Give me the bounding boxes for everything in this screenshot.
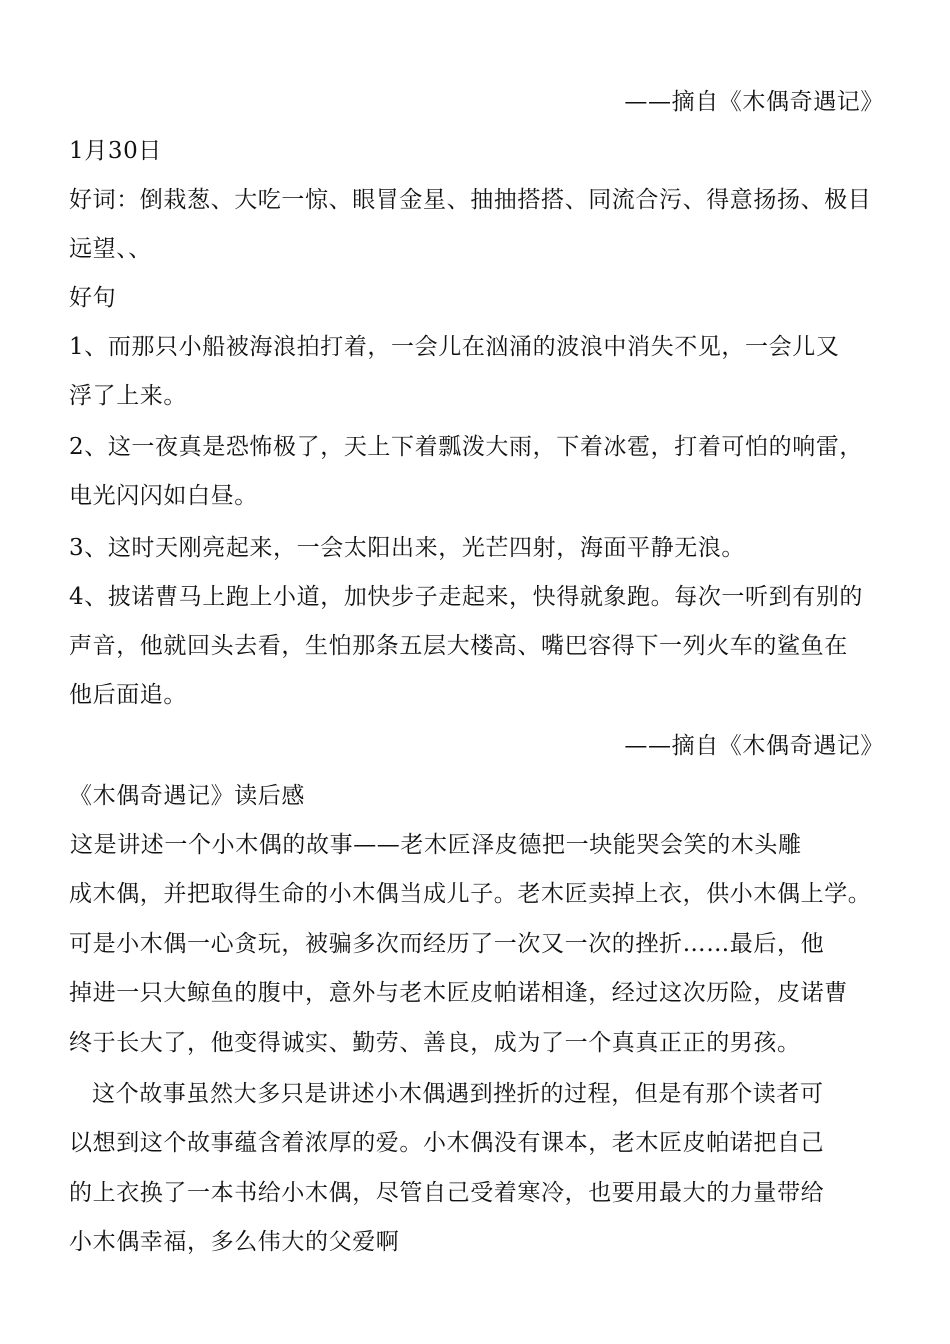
review-paragraph-2-line-4: 小木偶幸福，多么伟大的父爱啊 <box>69 1229 400 1255</box>
source-attribution-top: ——摘自《木偶奇遇记》 <box>624 89 884 115</box>
sentence-1-line-2: 浮了上来。 <box>69 383 187 409</box>
good-words-line-1: 好词：倒栽葱、大吃一惊、眼冒金星、抽抽搭搭、同流合污、得意扬扬、极目 <box>69 187 872 213</box>
sentence-2-line-2: 电光闪闪如白昼。 <box>69 483 258 509</box>
review-paragraph-1-line-4: 掉进一只大鲸鱼的腹中，意外与老木匠皮帕诺相逢，经过这次历险，皮诺曹 <box>69 980 848 1006</box>
sentence-4-line-1: 4、披诺曹马上跑上小道，加快步子走起来，快得就象跑。每次一听到有别的 <box>69 584 864 610</box>
sentence-2-line-1: 2、这一夜真是恐怖极了，天上下着瓢泼大雨，下着冰雹，打着可怕的响雷， <box>69 434 864 460</box>
review-paragraph-1-line-2: 成木偶，并把取得生命的小木偶当成儿子。老木匠卖掉上衣，供小木偶上学。 <box>69 881 872 907</box>
review-paragraph-1-line-3: 可是小木偶一心贪玩，被骗多次而经历了一次又一次的挫折……最后，他 <box>69 931 825 957</box>
review-paragraph-1-line-1: 这是讲述一个小木偶的故事——老木匠泽皮德把一块能哭会笑的木头雕 <box>70 832 802 858</box>
sentence-1-line-1: 1、而那只小船被海浪拍打着，一会儿在汹涌的波浪中消失不见，一会儿又 <box>69 334 840 360</box>
source-attribution-bottom: ——摘自《木偶奇遇记》 <box>624 733 884 759</box>
review-paragraph-2-line-1: 这个故事虽然大多只是讲述小木偶遇到挫折的过程，但是有那个读者可 <box>92 1081 824 1107</box>
review-title: 《木偶奇遇记》读后感 <box>69 783 305 809</box>
review-paragraph-2-line-2: 以想到这个故事蕴含着浓厚的爱。小木偶没有课本，老木匠皮帕诺把自己 <box>69 1130 825 1156</box>
sentence-3-line-1: 3、这时天刚亮起来，一会太阳出来，光芒四射，海面平静无浪。 <box>69 535 746 561</box>
review-paragraph-1-line-5: 终于长大了，他变得诚实、勤劳、善良，成为了一个真真正正的男孩。 <box>69 1030 801 1056</box>
sentence-4-line-2: 声音，他就回头去看，生怕那条五层大楼高、嘴巴容得下一列火车的鲨鱼在 <box>69 633 848 659</box>
review-paragraph-2-line-3: 的上衣换了一本书给小木偶，尽管自己受着寒冷，也要用最大的力量带给 <box>69 1180 825 1206</box>
entry-date: 1月30日 <box>69 138 162 164</box>
good-words-line-2: 远望、、 <box>69 236 152 262</box>
good-sentences-heading: 好句 <box>69 285 117 311</box>
sentence-4-line-3: 他后面追。 <box>69 682 187 708</box>
